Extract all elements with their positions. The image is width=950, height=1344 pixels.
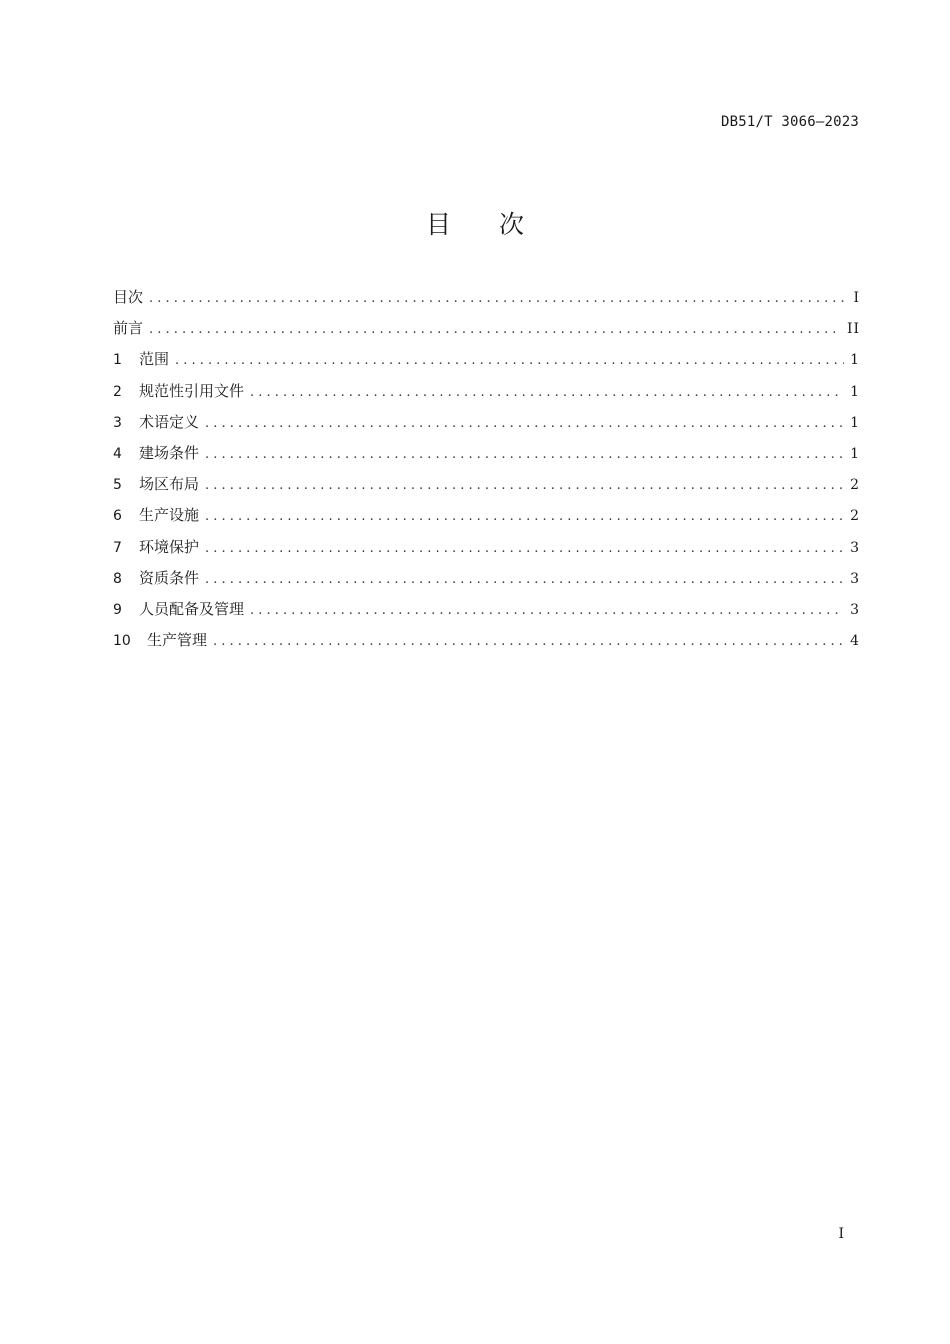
toc-entry-label: 人员配备及管理 — [139, 599, 245, 618]
toc-entry-page: 1 — [850, 383, 860, 400]
dot-leader — [149, 286, 847, 312]
toc-entry-page: 4 — [850, 633, 860, 650]
toc-entry-3[interactable] — [113, 409, 860, 440]
toc-entry-page: 2 — [850, 477, 860, 494]
toc-entry-number: 1 — [113, 352, 122, 369]
toc-entry-label: 生产管理 — [147, 631, 208, 650]
toc-entry-label: 规范性引用文件 — [139, 381, 245, 400]
toc-entry-10[interactable] — [113, 627, 860, 658]
dot-leader — [213, 629, 844, 655]
toc-entry-label: 范围 — [139, 350, 170, 369]
dot-leader — [205, 504, 844, 530]
toc-entry-label: 资质条件 — [139, 568, 200, 587]
toc-entry-page: 3 — [850, 570, 860, 587]
toc-entry-label: 术语定义 — [139, 412, 200, 431]
toc-entry-number: 9 — [113, 601, 122, 618]
toc-entry-page: I — [853, 290, 860, 306]
toc-entry-label: 建场条件 — [139, 443, 200, 462]
toc-entry-contents[interactable] — [113, 284, 860, 315]
toc-entry-page: 1 — [850, 414, 860, 431]
toc-entry-label: 目次 — [113, 288, 144, 306]
page-number: I — [838, 1226, 844, 1242]
toc-entry-number: 6 — [113, 508, 122, 525]
dot-leader — [205, 473, 844, 499]
dot-leader — [250, 598, 844, 624]
toc-entry-page: II — [846, 321, 860, 338]
toc-entry-label: 前言 — [113, 319, 144, 338]
toc-entry-page: 3 — [850, 539, 860, 556]
dot-leader — [205, 567, 844, 593]
toc-entry-page: 1 — [850, 445, 860, 462]
toc-entry-label: 生产设施 — [139, 506, 200, 525]
toc-entry-label: 场区布局 — [139, 475, 200, 494]
toc-entry-foreword[interactable] — [113, 315, 860, 346]
toc-entry-7[interactable] — [113, 534, 860, 565]
toc-entry-label: 环境保护 — [139, 537, 200, 556]
toc-entry-number: 7 — [113, 539, 122, 556]
toc-entry-number: 3 — [113, 414, 122, 431]
dot-leader — [205, 411, 844, 437]
table-of-contents — [113, 284, 860, 658]
toc-entry-number: 2 — [113, 383, 122, 400]
toc-entry-page: 1 — [850, 352, 860, 369]
page-title: 目 次 — [426, 210, 544, 239]
dot-leader — [175, 348, 844, 374]
toc-entry-number: 10 — [113, 633, 131, 650]
toc-entry-1[interactable] — [113, 346, 860, 377]
dot-leader — [205, 536, 844, 562]
toc-entry-6[interactable] — [113, 502, 860, 533]
toc-entry-number: 8 — [113, 570, 122, 587]
dot-leader — [205, 442, 844, 468]
dot-leader — [250, 380, 844, 406]
dot-leader — [149, 317, 841, 343]
document-code: DB51/T 3066—2023 — [720, 114, 859, 130]
toc-entry-page: 3 — [850, 601, 860, 618]
toc-entry-8[interactable] — [113, 565, 860, 596]
toc-entry-number: 5 — [113, 477, 122, 494]
toc-entry-9[interactable] — [113, 596, 860, 627]
toc-entry-2[interactable] — [113, 378, 860, 409]
toc-entry-4[interactable] — [113, 440, 860, 471]
toc-entry-page: 2 — [850, 508, 860, 525]
toc-entry-5[interactable] — [113, 471, 860, 502]
toc-entry-number: 4 — [113, 445, 122, 462]
